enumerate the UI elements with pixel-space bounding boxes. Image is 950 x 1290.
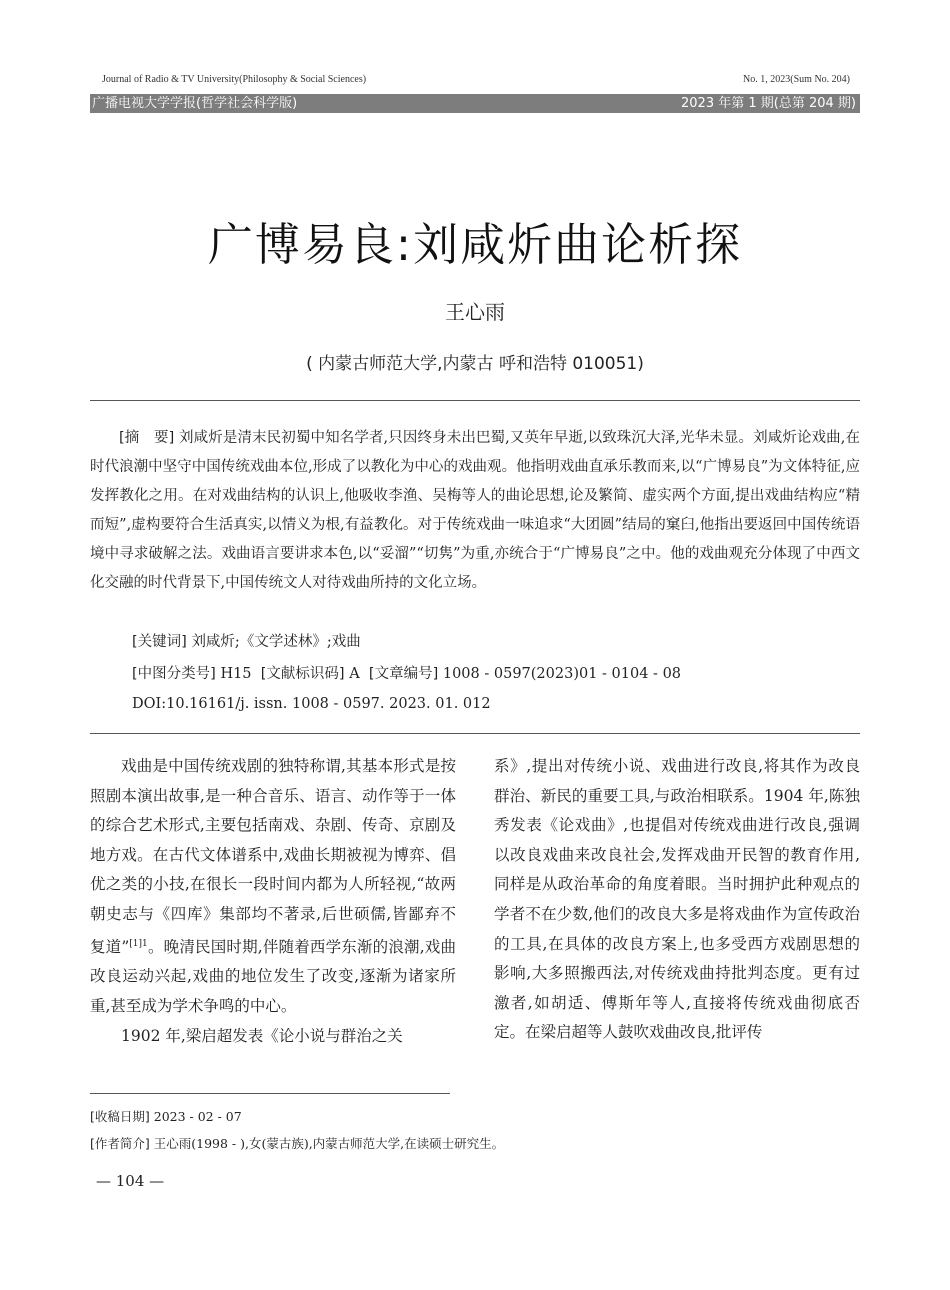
paragraph-text: 戏曲是中国传统戏剧的独特称谓,其基本形式是按照剧本演出故事,是一种合音乐、语言、动作等于一体的综合艺术形式,主要包括南戏、杂剧、传奇、京剧及地方戏。在古代文体谱系中,戏曲长期被视为博弈、倡优之类的小技,在很长一段时间内都为人所轻视,“故两朝史志与《四库》集部均不著录,后世硕儒,皆鄙弃不复道” — [90, 757, 456, 956]
classification-line — [132, 664, 681, 684]
doi: DOI:10.16161/j. issn. 1008 - 0597. 2023. 01. 012 — [132, 696, 491, 712]
footnote-author — [90, 1134, 504, 1152]
body-right-column — [494, 752, 860, 1048]
received-label: [收稿日期] — [90, 1109, 150, 1124]
paragraph-text: 。晚清民国时期,伴随着西学东渐的浪潮,戏曲改良运动兴起,戏曲的地位发生了改变,逐渐为诸家所重,甚至成为学术争鸣的中心。 — [90, 937, 456, 1015]
article-number-label: [文章编号] — [368, 666, 439, 682]
journal-english-name: Journal of Radio & TV University(Philosophy & Social Sciences) — [102, 74, 367, 85]
abstract-divider — [90, 733, 860, 734]
journal-chinese-name: 广播电视大学学报(哲学社会科学版) — [92, 96, 298, 111]
header-bar — [90, 94, 860, 113]
received-date: 2023 - 02 - 07 — [153, 1109, 242, 1124]
paragraph: 1902 年,梁启超发表《论小说与群治之关 — [121, 1026, 403, 1045]
keywords-label: [关键词] — [132, 634, 187, 650]
citation-ref: [1]1 — [129, 938, 148, 949]
top-divider — [90, 400, 860, 401]
abstract-text: 刘咸炘是清末民初蜀中知名学者,只因终身未出巴蜀,又英年早逝,以致珠沉大泽,光华未显。刘咸炘论戏曲,在时代浪潮中坚守中国传统戏曲本位,形成了以教化为中心的戏曲观。他指明戏曲直承乐教而来,以“广博易良”为文体特征,应发挥教化之用。在对戏曲结构的认识上,他吸收李渔、吴梅等人的曲论思想,论及繁简、虚实两个方面,提出戏曲结构应“精而短”,虚构要符合生活真实,以情义为根,有益教化。对于传统戏曲一味追求“大团圆”结局的窠臼,他指出要返回中国传统语境中寻求破解之法。戏曲语言要讲求本色,以“妥溜”“切隽”为重,亦统合于“广博易良”之中。他的戏曲观充分体现了中西文化交融的时代背景下,中国传统文人对待戏曲所持的文化立场。 — [90, 430, 861, 591]
keywords-text: 刘咸炘;《文学述林》;戏曲 — [191, 634, 361, 650]
article-number-value: 1008 - 0597(2023)01 - 0104 - 08 — [442, 666, 682, 682]
paragraph — [90, 752, 456, 1022]
keywords — [132, 632, 361, 652]
doc-code-value: A — [349, 666, 360, 682]
article-title: 广博易良:刘咸炘曲论析探 — [207, 218, 743, 271]
issue-english: No. 1, 2023(Sum No. 204) — [743, 74, 850, 85]
author-bio-label: [作者简介] — [90, 1136, 150, 1151]
footnote-received — [90, 1107, 242, 1125]
body-left-column — [90, 752, 456, 1051]
doc-code-label: [文献标识码] — [260, 666, 345, 682]
author-affiliation: ( 内蒙古师范大学,内蒙古 呼和浩特 010051) — [306, 354, 644, 374]
abstract-label: [摘 要] — [119, 430, 175, 446]
issue-chinese: 2023 年第 1 期(总第 204 期) — [681, 96, 856, 111]
abstract — [90, 424, 860, 598]
clc-value: H15 — [220, 666, 252, 682]
footnote-divider — [90, 1093, 450, 1094]
author-name: 王心雨 — [445, 300, 505, 324]
page-number: — 104 — — [96, 1172, 165, 1190]
author-bio: 王心雨(1998 - ),女(蒙古族),内蒙古师范大学,在读硕士研究生。 — [153, 1136, 505, 1151]
paragraph: 系》,提出对传统小说、戏曲进行改良,将其作为改良群治、新民的重要工具,与政治相联系。1904 年,陈独秀发表《论戏曲》,也提倡对传统戏曲进行改良,强调以改良戏曲来改良社会,发挥戏曲开民智的教育作用,同样是从政治革命的角度着眼。当时拥护此种观点的学者不在少数,他们的改良大多是将戏曲作为宣传政治的工具,在具体的改良方案上,也多受西方戏剧思想的影响,大多照搬西法,对传统戏曲持批判态度。更有过激者,如胡适、傅斯年等人,直接将传统戏曲彻底否定。在梁启超等人鼓吹戏曲改良,批评传 — [494, 757, 860, 1042]
clc-label: [中图分类号] — [132, 666, 216, 682]
